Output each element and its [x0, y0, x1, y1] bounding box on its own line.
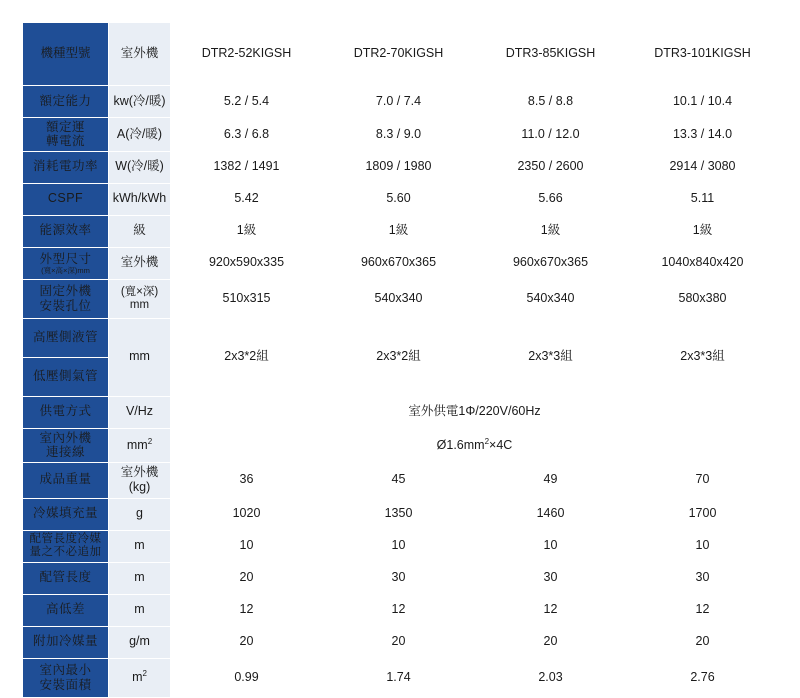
table-row	[23, 658, 779, 697]
row-label-dimensions-note: (寬×高×深)mm	[41, 265, 90, 275]
cell-no-additional-refrigerant-length-3: 10	[475, 530, 627, 562]
cell-mounting-holes-2: 540x340	[323, 279, 475, 318]
cell-dimensions-1: 920x590x335	[171, 247, 323, 279]
cell-height-difference-1: 12	[171, 594, 323, 626]
row-label-power-consumption: 消耗電功率	[23, 151, 109, 183]
row-unit-additional-refrigerant: g/m	[109, 626, 171, 658]
cell-no-additional-refrigerant-length-2: 10	[323, 530, 475, 562]
cell-cspf-4: 5.11	[627, 183, 779, 215]
row-unit-net-weight: 室外機(kg)	[109, 462, 171, 498]
cell-rated-current-1: 6.3 / 6.8	[171, 118, 323, 152]
cell-rated-capacity-4: 10.1 / 10.4	[627, 86, 779, 118]
cell-pipe-length-2: 30	[323, 562, 475, 594]
cell-dimensions-2: 960x670x365	[323, 247, 475, 279]
cell-min-room-area-2: 1.74	[323, 658, 475, 697]
row-label-connecting-wire-line1: 室內外機	[39, 430, 92, 445]
table-row	[23, 151, 779, 183]
row-label-net-weight: 成品重量	[23, 462, 109, 498]
row-label-power-supply: 供電方式	[23, 396, 109, 428]
cell-refrigerant-charge-3: 1460	[475, 498, 627, 530]
row-unit-connecting-wire-base: mm	[126, 437, 148, 452]
cell-height-difference-3: 12	[475, 594, 627, 626]
row-unit-pipe-length: m	[109, 562, 171, 594]
model-column-2: DTR2-70KIGSH	[323, 23, 475, 86]
cell-energy-efficiency-1: 1級	[171, 215, 323, 247]
row-unit-mounting-holes	[109, 279, 171, 318]
row-unit-power-consumption: W(冷/暖)	[109, 151, 171, 183]
table-row	[23, 498, 779, 530]
cell-cspf-1: 5.42	[171, 183, 323, 215]
cell-pipe-length-1: 20	[171, 562, 323, 594]
specification-table-container	[22, 22, 778, 698]
cell-rated-capacity-3: 8.5 / 8.8	[475, 86, 627, 118]
cell-mounting-holes-1: 510x315	[171, 279, 323, 318]
row-unit-mounting-holes-line2: mm	[129, 298, 150, 311]
row-unit-cspf: kWh/kWh	[109, 183, 171, 215]
cell-connecting-wire-all	[171, 428, 779, 462]
row-unit-rated-current: A(冷/暖)	[109, 118, 171, 152]
row-label-no-additional-refrigerant-length-line2: 量之不必追加	[29, 546, 102, 559]
cell-net-weight-4: 70	[627, 462, 779, 498]
table-row	[23, 118, 779, 152]
cell-power-consumption-4: 2914 / 3080	[627, 151, 779, 183]
table-row	[23, 396, 779, 428]
cell-pipes-2: 2x3*2組	[323, 318, 475, 396]
model-column-1: DTR2-52KIGSH	[171, 23, 323, 86]
cell-net-weight-3: 49	[475, 462, 627, 498]
cell-power-consumption-1: 1382 / 1491	[171, 151, 323, 183]
cell-pipes-1: 2x3*2組	[171, 318, 323, 396]
row-label-min-room-area	[23, 658, 109, 697]
row-label-dimensions-line1: 外型尺寸	[39, 252, 92, 267]
table-row	[23, 594, 779, 626]
cell-no-additional-refrigerant-length-1: 10	[171, 530, 323, 562]
row-label-rated-current	[23, 118, 109, 152]
cell-dimensions-3: 960x670x365	[475, 247, 627, 279]
cell-cspf-3: 5.66	[475, 183, 627, 215]
row-unit-dimensions: 室外機	[109, 247, 171, 279]
row-unit-connecting-wire	[109, 428, 171, 462]
cell-connecting-wire-post: ×4C	[489, 437, 513, 452]
cell-refrigerant-charge-4: 1700	[627, 498, 779, 530]
table-row	[23, 318, 779, 357]
cell-energy-efficiency-2: 1級	[323, 215, 475, 247]
row-unit-min-room-area	[109, 658, 171, 697]
row-label-additional-refrigerant: 附加冷媒量	[23, 626, 109, 658]
row-unit-min-room-area-base: m	[132, 670, 143, 685]
cell-refrigerant-charge-2: 1350	[323, 498, 475, 530]
table-row	[23, 562, 779, 594]
cell-additional-refrigerant-4: 20	[627, 626, 779, 658]
cell-additional-refrigerant-1: 20	[171, 626, 323, 658]
row-label-connecting-wire-line2: 連接線	[45, 445, 85, 460]
table-row	[23, 215, 779, 247]
cell-pipes-4: 2x3*3組	[627, 318, 779, 396]
row-label-rated-current-line1: 額定運	[45, 120, 85, 134]
row-label-mounting-holes	[23, 279, 109, 318]
row-unit-energy-efficiency: 級	[109, 215, 171, 247]
row-unit-connecting-wire-sup: 2	[147, 436, 153, 446]
header-unit-label: 室外機	[109, 23, 171, 86]
cell-rated-current-4: 13.3 / 14.0	[627, 118, 779, 152]
row-unit-height-difference: m	[109, 594, 171, 626]
row-label-min-room-area-line2: 安裝面積	[39, 677, 92, 692]
cell-mounting-holes-4: 580x380	[627, 279, 779, 318]
row-unit-power-supply: V/Hz	[109, 396, 171, 428]
cell-height-difference-2: 12	[323, 594, 475, 626]
model-column-4: DTR3-101KIGSH	[627, 23, 779, 86]
row-label-mounting-holes-line2: 安裝孔位	[39, 298, 92, 313]
row-label-no-additional-refrigerant-length	[23, 530, 109, 562]
cell-pipe-length-3: 30	[475, 562, 627, 594]
row-label-rated-current-line2: 轉電流	[45, 134, 85, 149]
cell-refrigerant-charge-1: 1020	[171, 498, 323, 530]
table-row	[23, 626, 779, 658]
cell-rated-capacity-2: 7.0 / 7.4	[323, 86, 475, 118]
row-unit-refrigerant-charge: g	[109, 498, 171, 530]
row-label-mounting-holes-line1: 固定外機	[39, 284, 92, 299]
row-label-refrigerant-charge: 冷媒填充量	[23, 498, 109, 530]
cell-dimensions-4: 1040x840x420	[627, 247, 779, 279]
cell-cspf-2: 5.60	[323, 183, 475, 215]
table-row	[23, 247, 779, 279]
cell-net-weight-1: 36	[171, 462, 323, 498]
row-unit-pipes: mm	[109, 318, 171, 396]
cell-power-supply-all: 室外供電1Φ/220V/60Hz	[171, 396, 779, 428]
table-row	[23, 86, 779, 118]
table-header-row	[23, 23, 779, 86]
row-label-energy-efficiency: 能源效率	[23, 215, 109, 247]
cell-additional-refrigerant-2: 20	[323, 626, 475, 658]
cell-min-room-area-4: 2.76	[627, 658, 779, 697]
row-label-no-additional-refrigerant-length-line1: 配管長度冷媒	[29, 533, 102, 546]
table-row	[23, 462, 779, 498]
row-label-cspf: CSPF	[23, 183, 109, 215]
cell-min-room-area-1: 0.99	[171, 658, 323, 697]
cell-energy-efficiency-3: 1級	[475, 215, 627, 247]
cell-net-weight-2: 45	[323, 462, 475, 498]
table-row	[23, 530, 779, 562]
table-row	[23, 428, 779, 462]
cell-connecting-wire-sup: 2	[484, 436, 490, 446]
row-label-rated-capacity: 額定能力	[23, 86, 109, 118]
row-unit-mounting-holes-line1: (寬×深)	[120, 285, 159, 298]
cell-height-difference-4: 12	[627, 594, 779, 626]
cell-energy-efficiency-4: 1級	[627, 215, 779, 247]
row-label-high-pressure-liquid-pipe: 高壓側液管	[23, 318, 109, 357]
row-label-connecting-wire	[23, 428, 109, 462]
cell-power-consumption-3: 2350 / 2600	[475, 151, 627, 183]
cell-pipes-3: 2x3*3組	[475, 318, 627, 396]
cell-pipe-length-4: 30	[627, 562, 779, 594]
row-unit-rated-capacity: kw(冷/暖)	[109, 86, 171, 118]
header-model-label: 機種型號	[23, 23, 109, 86]
cell-rated-current-3: 11.0 / 12.0	[475, 118, 627, 152]
cell-rated-current-2: 8.3 / 9.0	[323, 118, 475, 152]
row-label-min-room-area-line1: 室內最小	[39, 663, 92, 678]
cell-mounting-holes-3: 540x340	[475, 279, 627, 318]
row-label-height-difference: 高低差	[23, 594, 109, 626]
cell-no-additional-refrigerant-length-4: 10	[627, 530, 779, 562]
model-column-3: DTR3-85KIGSH	[475, 23, 627, 86]
row-unit-min-room-area-sup: 2	[142, 669, 147, 679]
row-label-dimensions	[23, 247, 109, 279]
row-unit-no-additional-refrigerant-length: m	[109, 530, 171, 562]
row-label-low-pressure-gas-pipe: 低壓側氣管	[23, 357, 109, 396]
cell-power-consumption-2: 1809 / 1980	[323, 151, 475, 183]
table-row	[23, 279, 779, 318]
table-row	[23, 183, 779, 215]
cell-connecting-wire-pre: Ø1.6mm	[436, 437, 485, 452]
specification-table	[22, 22, 779, 698]
cell-rated-capacity-1: 5.2 / 5.4	[171, 86, 323, 118]
row-label-pipe-length: 配管長度	[23, 562, 109, 594]
cell-min-room-area-3: 2.03	[475, 658, 627, 697]
cell-additional-refrigerant-3: 20	[475, 626, 627, 658]
